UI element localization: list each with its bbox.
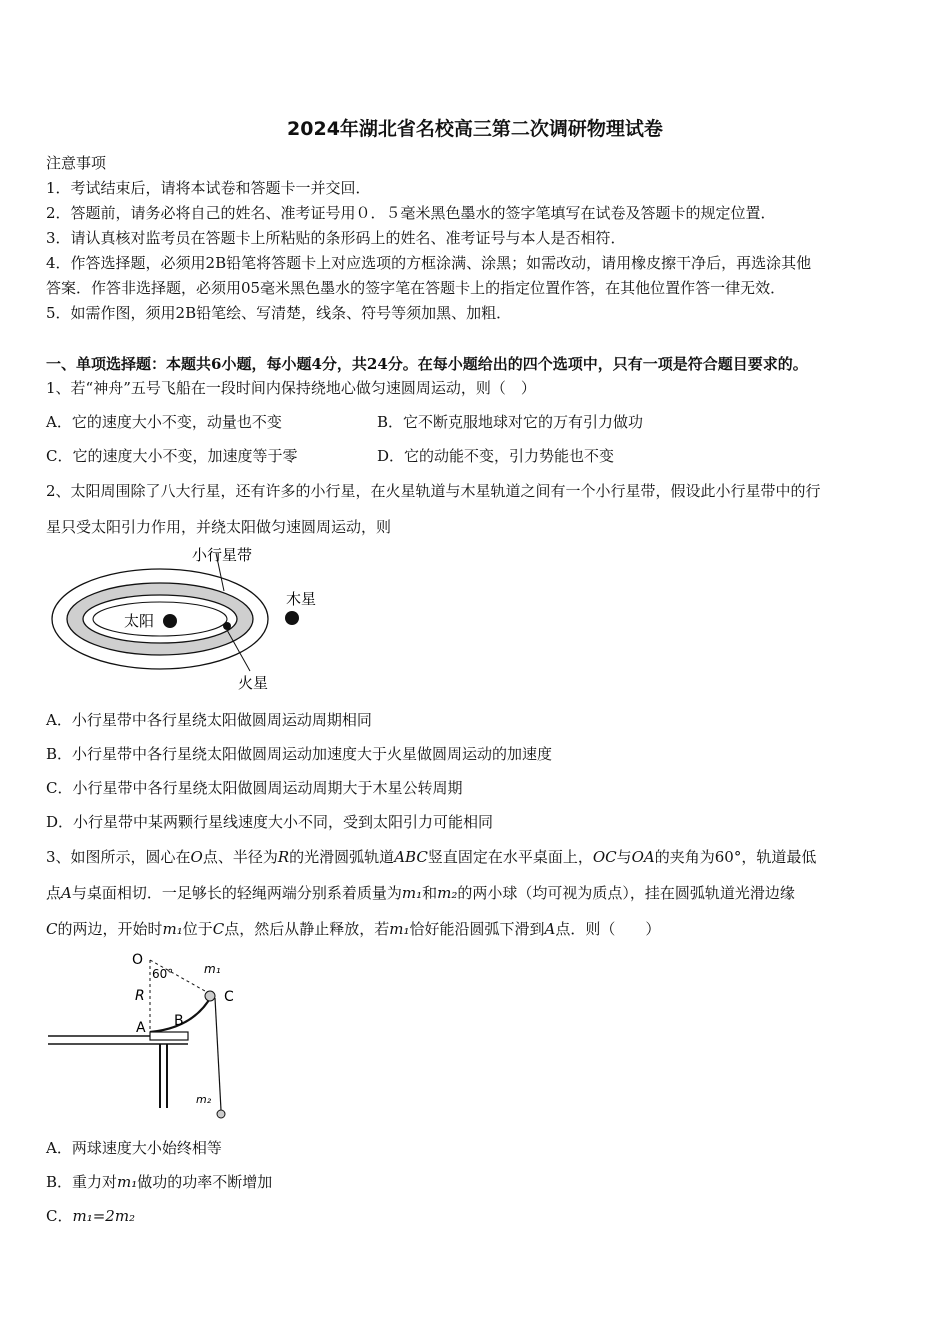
q3-stem-line2: 点A与桌面相切．一足够长的轻绳两端分别系着质量为m₁和m₂的两小球（均可视为质点），挂在圆弧轨道光滑边缘 <box>46 884 795 902</box>
notice-item: 5．如需作图，须用2B铅笔绘、写清楚，线条、符号等须加黑、加粗． <box>46 304 512 322</box>
q3-option-b: B．重力对m₁做功的功率不断增加 <box>46 1173 273 1191</box>
notice-item: 1．考试结束后，请将本试卷和答题卡一并交回． <box>46 179 371 197</box>
sun-label: 太阳 <box>124 612 155 630</box>
q2-stem-line1: 2、太阳周围除了八大行星，还有许多的小行星，在火星轨道与木星轨道之间有一个小行星带，假设此小行星带中的行 <box>46 482 821 500</box>
rope <box>215 998 221 1110</box>
arc-track-figure <box>44 948 254 1123</box>
sun-dot <box>163 614 177 628</box>
label-b: B <box>174 1013 184 1029</box>
label-o: O <box>132 952 144 968</box>
notice-item: 3．请认真核对监考员在答题卡上所粘贴的条形码上的姓名、准考证号与本人是否相符． <box>46 229 626 247</box>
notice-item: 2．答题前，请务必将自己的姓名、准考证号用０．５毫米黑色墨水的签字笔填写在试卷及答题卡的规定位置． <box>46 204 776 222</box>
q3-option-c: C．m₁=2m₂ <box>46 1207 136 1225</box>
q1-option-c: C．它的速度大小不变，加速度等于零 <box>46 447 298 465</box>
notice-item: 4．作答选择题，必须用2B铅笔将答题卡上对应选项的方框涂满、涂黑；如需改动，请用橡皮擦干净后，再选涂其他 <box>46 254 812 272</box>
notice-item: 答案．作答非选择题，必须用05毫米黑色墨水的签字笔在答题卡上的指定位置作答，在其他位置作答一律无效． <box>46 279 786 297</box>
label-m2: m₂ <box>196 1093 212 1106</box>
q1-option-a: A．它的速度大小不变，动量也不变 <box>46 413 282 431</box>
jupiter-dot <box>285 611 299 625</box>
label-a: A <box>136 1020 146 1036</box>
q1-stem: 1、若“神舟”五号飞船在一段时间内保持绕地心做匀速圆周运动，则（ ） <box>46 379 536 397</box>
q1-option-d: D．它的动能不变，引力势能也不变 <box>377 447 615 465</box>
q2-option-a: A．小行星带中各行星绕太阳做圆周运动周期相同 <box>46 711 372 729</box>
q3-option-a: A．两球速度大小始终相等 <box>46 1139 222 1157</box>
section-heading: 一、单项选择题：本题共6小题，每小题4分，共24分。在每小题给出的四个选项中，只有一项是符合题目要求的。 <box>46 355 808 373</box>
mars-label: 火星 <box>238 674 269 692</box>
label-c: C <box>224 989 234 1005</box>
label-angle: 60° <box>152 967 174 981</box>
track-base <box>150 1032 188 1040</box>
ball-m1 <box>205 991 215 1001</box>
asteroid-belt-figure <box>44 543 334 693</box>
ball-m2 <box>217 1110 225 1118</box>
q1-option-b: B．它不断克服地球对它的万有引力做功 <box>377 413 644 431</box>
q3-stem-line3: C的两边，开始时m₁位于C点，然后从静止释放，若m₁恰好能沿圆弧下滑到A点．则（ ） <box>46 920 661 938</box>
q2-option-d: D．小行星带中某两颗行星线速度大小不同，受到太阳引力可能相同 <box>46 813 494 831</box>
page-title: 2024年湖北省名校高三第二次调研物理试卷 <box>287 118 663 140</box>
label-m1: m₁ <box>204 962 221 976</box>
mars-dot <box>223 622 231 630</box>
q3-stem-line1: 3、如图所示，圆心在O点、半径为R的光滑圆弧轨道ABC竖直固定在水平桌面上，OC与OA的夹角为60°，轨道最低 <box>46 848 817 866</box>
belt-label: 小行星带 <box>192 546 253 564</box>
notice-heading: 注意事项 <box>46 154 107 172</box>
q2-stem-line2: 星只受太阳引力作用，并绕太阳做匀速圆周运动，则 <box>46 518 392 536</box>
jupiter-label: 木星 <box>286 590 317 608</box>
q2-option-c: C．小行星带中各行星绕太阳做圆周运动周期大于木星公转周期 <box>46 779 463 797</box>
label-r: R <box>135 988 145 1004</box>
q2-option-b: B．小行星带中各行星绕太阳做圆周运动加速度大于火星做圆周运动的加速度 <box>46 745 553 763</box>
